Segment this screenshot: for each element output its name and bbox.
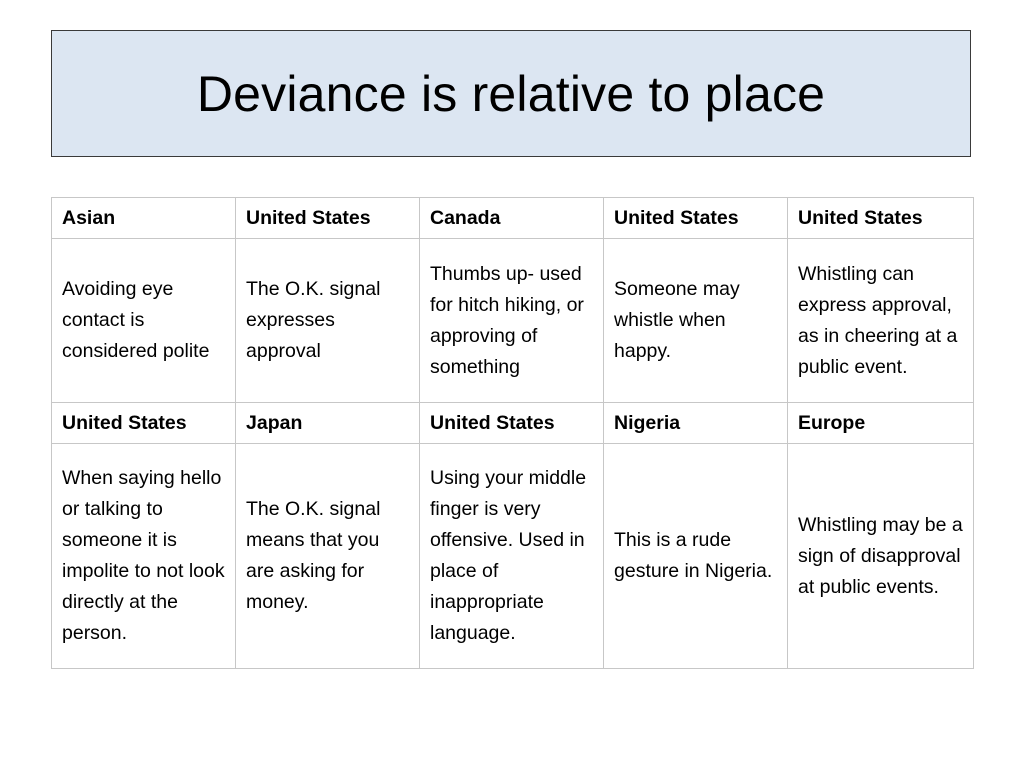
slide-title-box <box>51 30 971 157</box>
table-header-row <box>52 198 974 239</box>
table-cell: When saying hello or talking to someone it is impolite to not look directly at the person. <box>52 444 236 669</box>
table-header-row <box>52 403 974 444</box>
table-row <box>52 239 974 403</box>
table-cell: This is a rude gesture in Nigeria. <box>604 444 788 669</box>
table-header-cell: Asian <box>52 198 236 239</box>
table-cell: The O.K. signal expresses approval <box>236 239 420 403</box>
table-cell: Whistling can express approval, as in cheering at a public event. <box>788 239 974 403</box>
table-header-cell: United States <box>420 403 604 444</box>
table-header-cell: United States <box>236 198 420 239</box>
table-header-cell: Nigeria <box>604 403 788 444</box>
table-cell: The O.K. signal means that you are asking for money. <box>236 444 420 669</box>
table-header-cell: Canada <box>420 198 604 239</box>
table-cell: Whistling may be a sign of disapproval at public events. <box>788 444 974 669</box>
table-row <box>52 444 974 669</box>
table-header-cell: United States <box>52 403 236 444</box>
table-header-cell: United States <box>788 198 974 239</box>
table-cell: Using your middle finger is very offensive. Used in place of inappropriate language. <box>420 444 604 669</box>
table-cell: Someone may whistle when happy. <box>604 239 788 403</box>
table-cell: Avoiding eye contact is considered polite <box>52 239 236 403</box>
deviance-table <box>51 197 974 669</box>
slide-title: Deviance is relative to place <box>196 65 826 122</box>
table-header-cell: Europe <box>788 403 974 444</box>
table-cell: Thumbs up- used for hitch hiking, or approving of something <box>420 239 604 403</box>
table-header-cell: United States <box>604 198 788 239</box>
table-header-cell: Japan <box>236 403 420 444</box>
